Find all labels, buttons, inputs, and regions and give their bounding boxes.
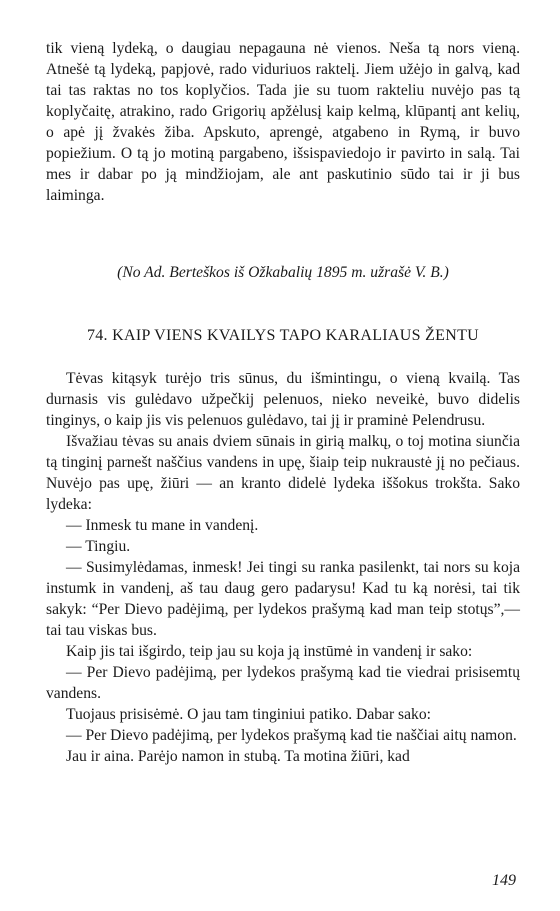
dialogue-line: — Per Dievo padėjimą, per lydekos prašymą kad tie viedrai prisisemtų vandens. (46, 664, 520, 702)
paragraph: Tėvas kitąsyk turėjo tris sūnus, du išmintingu, o vieną kvailą. Tas durnasis vis gulėdavo užpečkij pelenuos, nieko neveikė, buvo didelis tinginys, o kaip jis vis pelenuos gulėdavo, tai jį ir praminė Pelendrusu. (46, 370, 520, 429)
dialogue-line: — Tingiu. (66, 538, 131, 555)
page-number: 149 (492, 872, 516, 889)
source-note: (No Ad. Berteškos iš Ožkabalių 1895 m. užrašė V. B.) (117, 264, 449, 281)
top-paragraph: tik vieną lydeką, o daugiau nepagauna nė vienos. Neša tą nors vieną. Atnešė tą lydeką, papjovė, rado viduriuos raktelį. Jiem užėjo in galvą, kad tai tas raktas no tos koplyčios. Tada jie su tuom rakteliu nuvėjo pas tą koplyčaitę, atrakino, rado Grigorių apžėlusį kaip kelmą, klūpantį ant kelių, o apė jį žvakės žiba. Apskuto, aprengė, atgabeno in Rymą, ir buvo popiežium. O tą jo motiną pargabeno, išsispaviedojo ir pavirto in salą. Tai mes ir dabar po ją mindžiojam, ale ant paskutinio sūdo tai ir ji bus laiminga. (46, 40, 520, 204)
paragraph: Išvažiau tėvas su anais dviem sūnais in girią malkų, o toj motina siunčia tą tinginį parnešt naščius vandens in upę, šiaip teip nukraustė jį no pečiaus. Nuvėjo pas upę, žiūri — an kranto didelė lydeka iššokus trokšta. Sako lydeka: (46, 433, 520, 513)
dialogue-line: — Inmesk tu mane in vandenį. (66, 517, 259, 534)
paragraph: Jau ir aina. Parėjo namon in stubą. Ta motina žiūri, kad (66, 748, 410, 765)
dialogue-line: — Per Dievo padėjimą, per lydekos prašymą kad tie naščiai aitų namon. (66, 727, 517, 744)
paragraph: Kaip jis tai išgirdo, teip jau su koja ją instūmė in vandenį ir sako: (66, 643, 473, 660)
dialogue-line: — Susimylėdamas, inmesk! Jei tingi su ranka pasilenkt, tai nors su koja instumk in vandenį, aš tau daug gero padarysu! Kad tu ką norėsi, tai tik sakyk: “Per Dievo padėjimą, per lydekos prašymą kad man teip stotųs”,— tai tau viskas bus. (46, 559, 520, 639)
continued-text-block (46, 38, 520, 206)
paragraph: Tuojaus prisisėmė. O jau tam tinginiui patiko. Dabar sako: (66, 706, 431, 723)
story-text-block (46, 368, 520, 767)
story-title: 74. KAIP VIENS KVAILYS TAPO KARALIAUS ŽENTU (86, 327, 480, 344)
